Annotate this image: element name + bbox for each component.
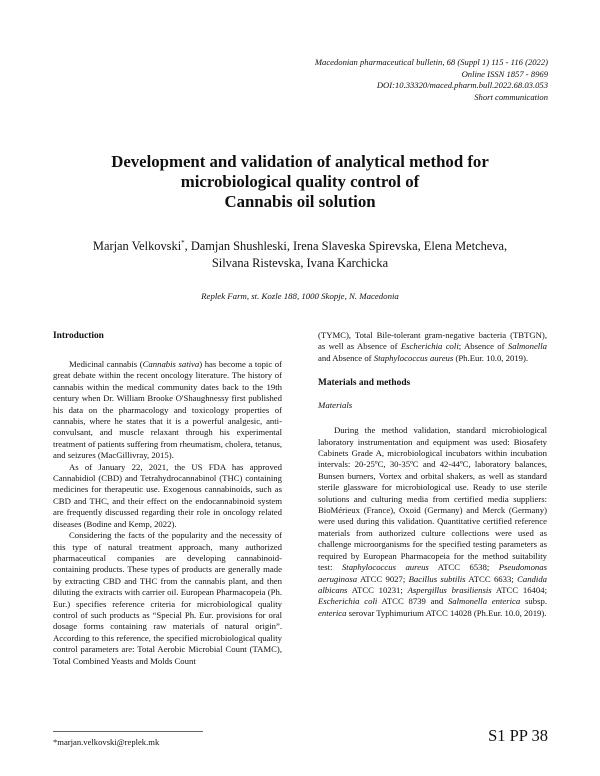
right-column — [318, 330, 547, 619]
co-authors-line-2: Silvana Ristevska, Ivana Karchicka — [211, 256, 389, 270]
corresponding-marker: * — [181, 238, 185, 247]
corresponding-email[interactable]: *marjan.velkovski@replek.mk — [53, 737, 160, 747]
left-column — [53, 330, 282, 667]
journal-header — [218, 57, 548, 103]
paper-title — [40, 152, 560, 212]
methods-heading: Materials and methods — [318, 378, 411, 389]
co-authors: , Damjan Shushleski, Irena Slaveska Spirevska, Elena Metcheva, — [184, 239, 508, 253]
title-line-1: Development and validation of analytical method for — [111, 152, 489, 171]
intro-paragraph-2: As of January 22, 2021, the US FDA has approved Cannabidiol (CBD) and Tetrahydrocannabinol (THC) containing medicines for therapeutic use. Exogenous cannabinoids, such as CBD and THC, and their effect on the endocannabinoid system are frequently discussed regarding their role in oncology related diseases (Bodine and Kemp, 2022). — [53, 461, 282, 529]
intro-heading: Introduction — [53, 331, 104, 341]
materials-subheading: Materials — [318, 400, 353, 411]
affiliation: Replek Farm, st. Kozle 188, 1000 Skopje, N. Macedonia — [201, 291, 399, 301]
title-line-2: microbiological quality control of — [180, 172, 420, 191]
title-line-3: Cannabis oil solution — [224, 192, 376, 211]
journal-citation: Macedonian pharmaceutical bulletin, 68 (Suppl 1) 115 - 116 (2022) — [314, 57, 548, 67]
author-list — [40, 238, 560, 272]
issn: Online ISSN 1857 - 8969 — [461, 68, 548, 79]
intro-paragraph-3: Considering the facts of the popularity and the necessity of this type of natural treatment approach, many authorized pharmaceutical companies are developing cannabinoid-containing products. These types of products are generally made by extracting CBD and THC from the cannabis plant, and then diluting the extracts with carrier oil. European Pharmacopeia (Ph. Eur.) specifies reference criteria for microbiological quality control of such products as “Special Ph. Eur. provisions for oral dosage forms containing raw materials of natural origin”. According to this reference, the specified microbiological quality control parameters are: Total Aerobic Microbial Count (TAMC), Total Combined Yeasts and Molds Count — [53, 530, 282, 666]
intro-paragraph-1: Medicinal cannabis (Cannabis sativa) has become a topic of great debate within the recent oncology literature. The history of cannabis within the medical community dates back to the 19th century when Dr. William Brooke O'Shaughnessy first published his data on the pharmacology and toxicology properties of cannabis, where he states that it is a powerful analgesic, anti-convulsant, and muscle relaxant through his experimental treatment of patients suffering from rheumatism, cholera, tetanus, and seizures (MacGillivray, 2015). — [53, 359, 282, 461]
article-type: Short communication — [474, 91, 548, 102]
footnote-divider — [53, 731, 203, 732]
doi[interactable]: DOI:10.33320/maced.pharm.bull.2022.68.03.053 — [376, 80, 548, 91]
page-number: S1 PP 38 — [488, 726, 548, 745]
corresponding-author: Marjan Velkovski — [92, 239, 182, 253]
intro-continuation: (TYMC), Total Bile-tolerant gram-negative bacteria (TBTGN), as well as Absence of Escherichia coli; Absence of Salmonella and Absence of Staphylococcus aureus (Ph.Eur. 10.0, 2019). — [318, 330, 547, 363]
materials-paragraph: During the method validation, standard microbiological laboratory instrumentation and equipment was used: Biosafety Cabinets Grade A, microbiological incubators within incubation intervals: 20-25ºC, 30-35ºC and 42-44ºC, laboratory balances, Bunsen burners, Vortex and orbital shakers, as well as standard sterile glassware for microbiological use. Ready to use sterile solutions and culturing media from certified media suppliers: BioMérieux (France), Oxoid (Germany) and Merck (Germany) were used during this validation. Quantitative certified reference materials from authorized culture collections were used as challenge microorganisms for the specified testing parameters as required by European Pharmacopeia for the method suitability test: Staphylococcus aureus ATCC 6538; Pseudomonas aeruginosa ATCC 9027; Bacillus subtilis ATCC 6633; Candida albicans ATCC 10231; Aspergillus brasiliensis ATCC 16404; Escherichia coli ATCC 8739 and Salmonella enterica subsp. enterica serovar Typhimurium ATCC 14028 (Ph.Eur. 10.0, 2019). — [318, 425, 548, 618]
